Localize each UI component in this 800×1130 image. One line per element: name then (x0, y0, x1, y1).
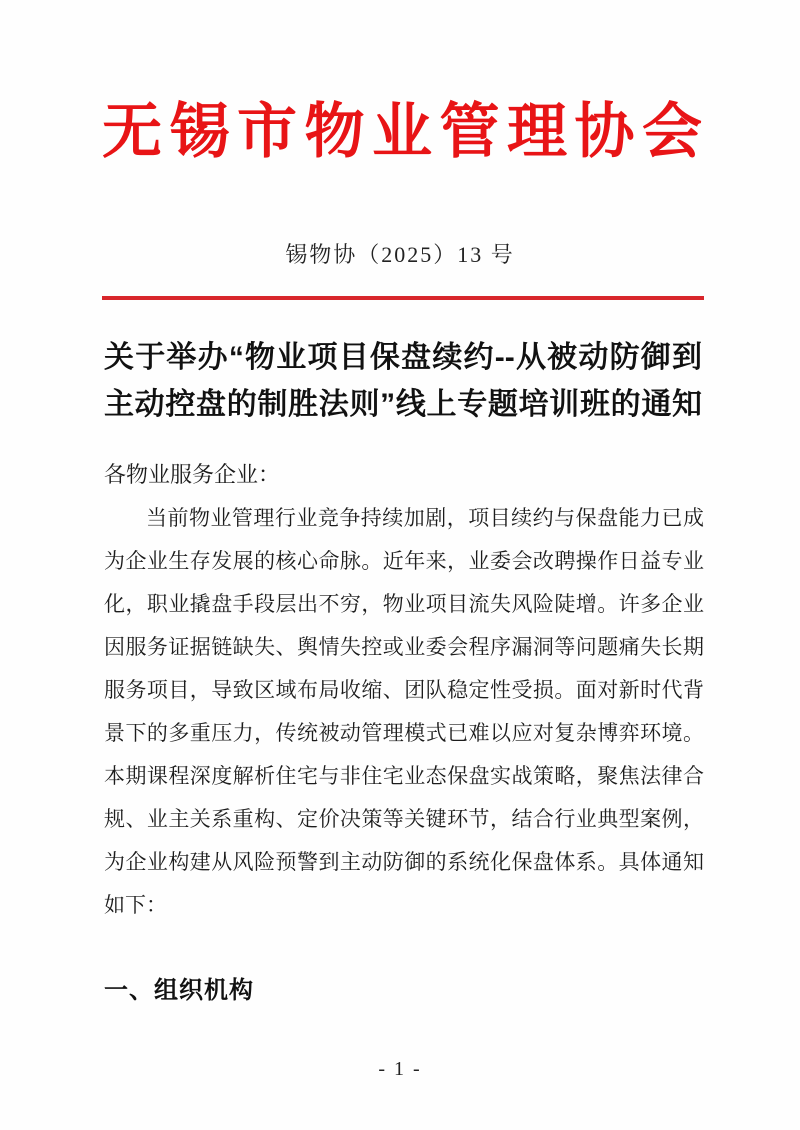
notice-title (104, 334, 702, 428)
notice-title-line-2: 主动控盘的制胜法则”线上专题培训班的通知 (104, 388, 702, 421)
notice-title-line-1: 关于举办“物业项目保盘续约--从被动防御到 (104, 341, 702, 374)
salutation: 各物业服务企业： (104, 462, 281, 487)
org-title: 无锡市物业管理协会 (102, 99, 702, 165)
page-number: - 1 - (378, 1058, 422, 1080)
doc-number: 锡物协（2025）13 号 (285, 242, 515, 267)
red-divider (102, 296, 704, 300)
section-heading: 一、组织机构 (104, 977, 254, 1004)
body-paragraph: 当前物业管理行业竞争持续加剧，项目续约与保盘能力已成为企业生存发展的核心命脉。近年来，业委会改聘操作日益专业化，职业撬盘手段层出不穷，物业项目流失风险陡增。许多企业因服务证据链缺失、舆情失控或业委会程序漏洞等问题痛失长期服务项目，导致区域布局收缩、团队稳定性受损。面对新时代背景下的多重压力，传统被动管理模式已难以应对复杂博弈环境。本期课程深度解析住宅与非住宅业态保盘实战策略，聚焦法律合规、业主关系重构、定价决策等关键环节，结合行业典型案例，为企业构建从风险预警到主动防御的系统化保盘体系。具体通知如下： (104, 506, 704, 917)
